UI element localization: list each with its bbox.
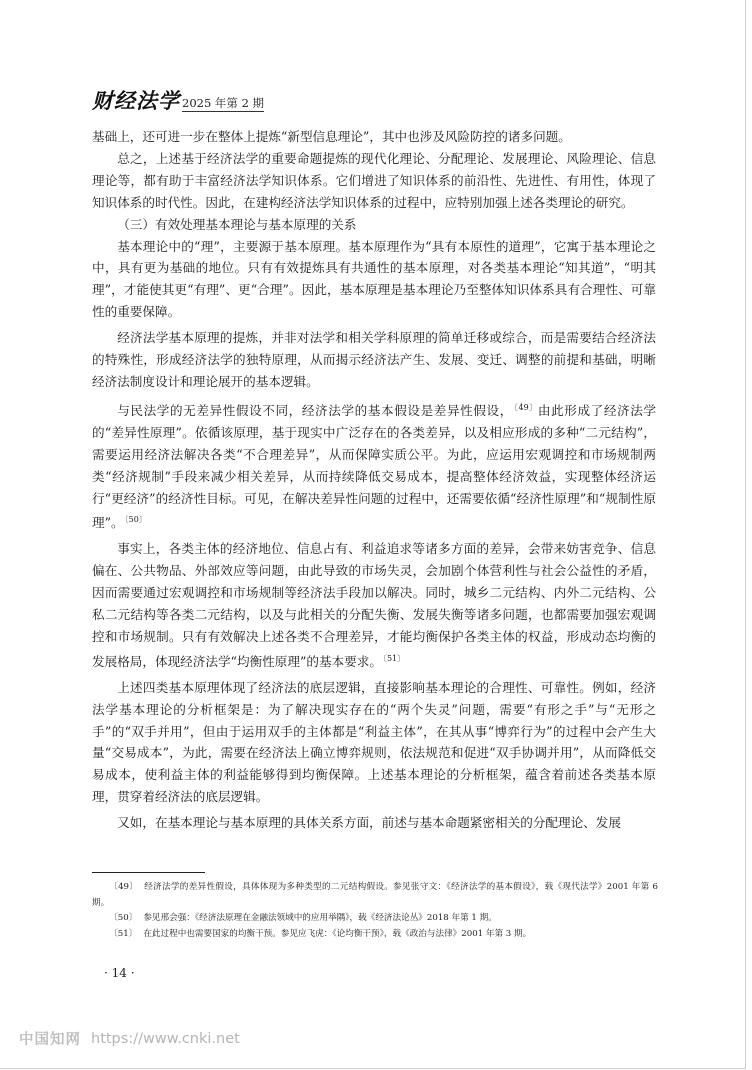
- footnotes: [92, 880, 658, 942]
- footnote-ref-51[interactable]: 〔51〕: [382, 653, 406, 663]
- footnote-ref-50[interactable]: 〔50〕: [124, 515, 147, 525]
- watermark-brand: 中国知网: [19, 1032, 81, 1048]
- footnote-50: [92, 911, 658, 927]
- paragraph-6: [92, 538, 656, 672]
- footnote-51: [92, 927, 658, 943]
- paragraph-5-part-a: 与民法学的无差异性假设不同，经济法学的基本假设是差异性假设，: [117, 402, 513, 418]
- paragraph-4: 经济法学基本原理的提炼，并非对法学和相关学科原理的简单迁移或综合，而是需要结合经济法的特殊性，形成经济法学的独特原理，从而揭示经济法产生、发展、变迁、调整的前提和基础，明晰经济法制度设计和理论展开的基本逻辑。: [92, 330, 656, 389]
- footnote-number: 〔49〕: [109, 882, 139, 892]
- paragraph-2: 总之，上述基于经济法学的重要命题提炼的现代化理论、分配理论、发展理论、风险理论、信息理论等，都有助于丰富经济法学知识体系。它们增进了知识体系的前沿性、先进性、有用性，体现了知识体系的时代性。因此，在建构经济法学知识体系的过程中，应特别加强上述各类理论的研究。: [92, 150, 656, 210]
- footnote-text: 经济法学的差异性假设，具体体现为多种类型的二元结构假设。参见张守文：《经济法学的基本假设》，载《现代法学》2001 年第 6 期。: [92, 882, 658, 908]
- paragraph-5: [92, 397, 656, 534]
- paragraph-1: 基础上，还可进一步在整体上提炼“新型信息理论”，其中也涉及风险防控的诸多问题。: [92, 129, 571, 144]
- footnote-text: 在此过程中也需要国家的均衡干预。参见应飞虎：《论均衡干预》，载《政治与法律》2001 年第 3 期。: [143, 928, 532, 939]
- section-heading: （三）有效处理基本理论与基本原理的关系: [117, 216, 357, 232]
- paragraph-3: 基本理论中的“理”，主要源于基本原理。基本原理作为“具有本原性的道理”，它寓于基本理论之中，具有更为基础的地位。只有有效提炼具有共通性的基本原理，对各类基本理论“知其道”，“明其理”，才能使其更“有理”、更“合理”。因此，基本原理是基本理论乃至整体知识体系具有合理性、可靠性的重要保障。: [92, 238, 656, 320]
- watermark-url[interactable]: https://www.cnki.net: [91, 1030, 240, 1047]
- paragraph-5-part-b: 由此形成了经济法学的“差异性原理”。依循该原理，基于现实中广泛存在的各类差异，以及相应形成的多种“二元结构”，需要运用经济法解决各类“不合理差异”，从而保障实质公平。为此，应运用宏观调控和市场规制两类“经济规制”手段来减少相关差异，从而持续降低交易成本，提高整体经济效益，实现整体经济运行“更经济”的经济性目标。可见，在解决差异性问题的过程中，还需要依循“经济性原理”和“规制性原理”。: [92, 402, 657, 531]
- journal-logo: 财经法学: [92, 88, 180, 113]
- cnki-watermark[interactable]: [19, 1028, 240, 1049]
- article-body: [92, 126, 656, 834]
- paragraph-6-text: 事实上，各类主体的经济地位、信息占有、利益追求等诸多方面的差异，会带来妨害竞争、信息偏在、公共物品、外部效应等问题，由此导致的市场失灵，会加剧个体营利性与社会公益性的矛盾，因而需要通过宏观调控和市场规制等经济法手段加以解决。同时，城乡二元结构、内外二元结构、公私二元结构等各类二元结构，以及与此相关的分配失衡、发展失衡等诸多问题，也都需要加强宏观调控和市场规制。只有有效解决上述各类不合理差异，才能均衡保护各类主体的权益，形成动态均衡的发展格局，体现经济法学“均衡性原理”的基本要求。: [92, 541, 656, 669]
- issue-label: 2025 年第 2 期: [182, 96, 265, 110]
- footnote-number: 〔51〕: [109, 928, 138, 939]
- footnote-text: 参见邢会强：《经济法原理在金融法领域中的应用举隅》，载《经济法论丛》2018 年第 1 期。: [143, 913, 497, 924]
- page-number: · 14 ·: [104, 966, 135, 980]
- paragraph-8: 又如，在基本理论与基本原理的具体关系方面，前述与基本命题紧密相关的分配理论、发展: [117, 815, 621, 831]
- footnote-ref-49[interactable]: 〔49〕: [513, 402, 538, 412]
- footnote-divider: [92, 872, 205, 873]
- journal-header: [92, 88, 264, 112]
- footnote-number: 〔50〕: [109, 913, 138, 924]
- footnote-49: [92, 880, 658, 911]
- paragraph-7: 上述四类基本原理体现了经济法的底层逻辑，直接影响基本理论的合理性、可靠性。例如，经济法学基本理论的分析框架是：为了解决现实存在的“两个失灵”问题，需要“有形之手”与“无形之手”的“双手并用”，但由于运用双手的主体都是“利益主体”，在其从事“博弈行为”的过程中会产生大量“交易成本”，为此，需要在经济法上确立博弈规则，依法规范和促进“双手协调并用”，从而降低交易成本，使利益主体的利益能够得到均衡保障。上述基本理论的分析框架，蕴含着前述各类基本原理，贯穿着经济法的底层逻辑。: [92, 679, 656, 805]
